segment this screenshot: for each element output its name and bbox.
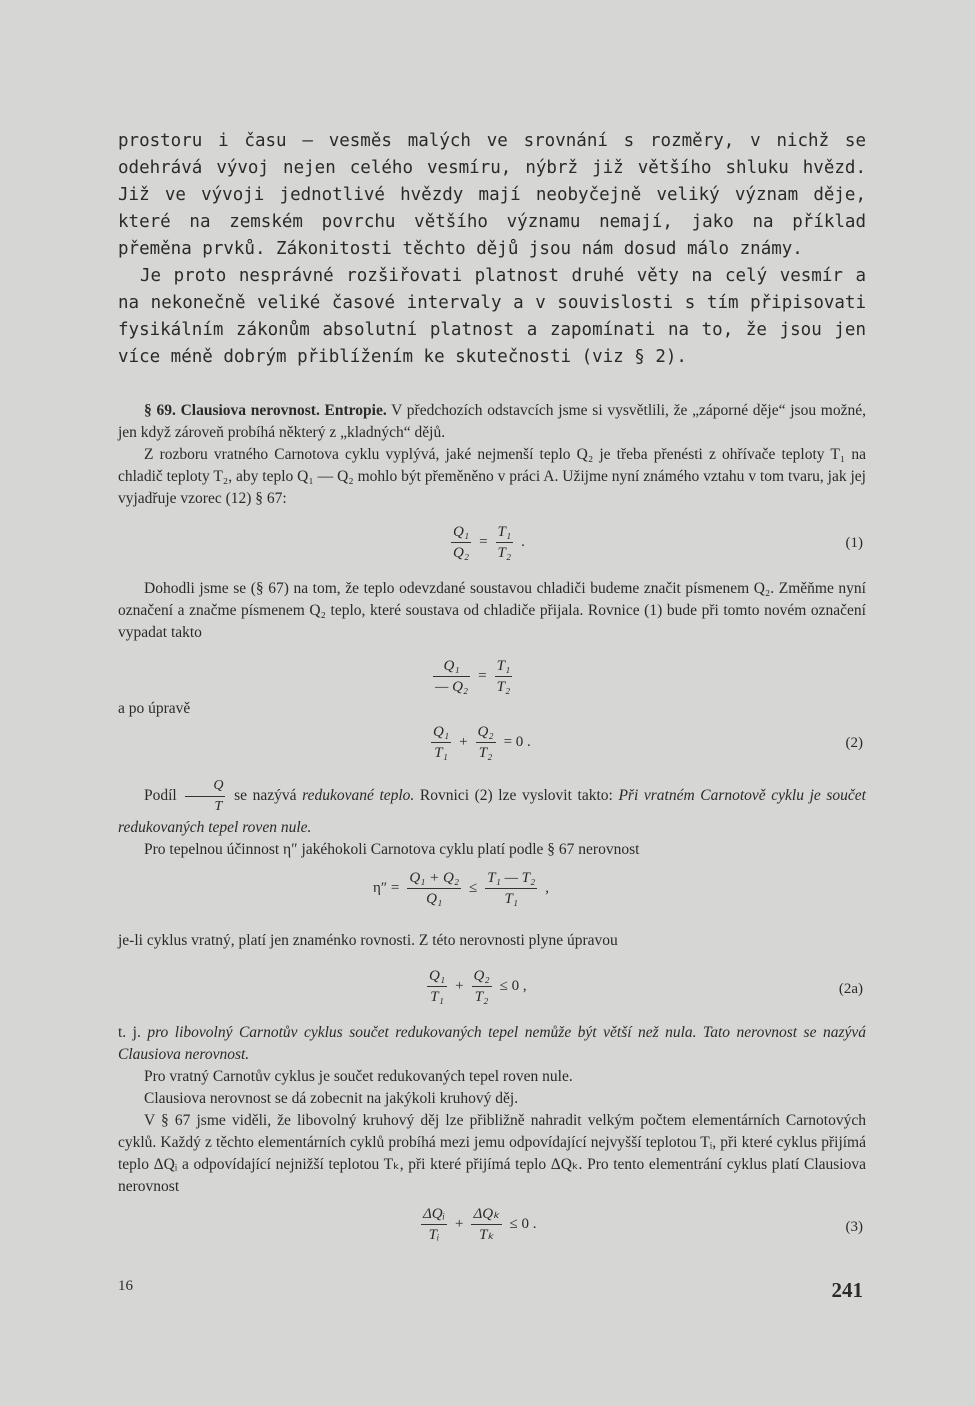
equation-2: $\frac{\text{Q₁}}{\text{T₁}}$ + $\frac{\text{Q₂}}{\text{T₂}}$ = 0 . [433, 724, 531, 761]
section-heading: § 69. Clausiova nerovnost. Entropie. [144, 402, 387, 419]
equation-1b: $\frac{\text{Q₁}}{\text{— Q₂}}$ = $\frac{\text{T₁}}{\text{T₂}}$ [435, 658, 511, 695]
fraction: $\frac{\text{Q₁}}{\text{T₁}}$ [429, 968, 446, 1005]
paragraph-1: prostoru i času — vesměs malých ve srovnání s rozměry, v nichž se odehrává vývoj nejen celého vesmíru, nýbrž již většího shluku hvězd. Již ve vývoji jednotlivé hvězdy mají neobyčejně veliký význam děje, které na zemském povrchu většího významu nemají, jako na příklad přeměna prvků. Zákonitosti těchto dějů jsou nám dosud málo známy. [118, 131, 866, 259]
equation-eta: η″ = $\frac{\text{Q₁ + Q₂}}{\text{Q₁}}$ ≤ $\frac{\text{T₁ — T₂}}{\text{T₁}}$ , [373, 870, 549, 907]
page-number: 241 [831, 1278, 863, 1302]
body-text-top [118, 128, 866, 371]
paragraph-6: je-li cyklus vratný, platí jen znaménko rovnosti. Z této nerovnosti plyne úpravou [118, 932, 618, 949]
after-text: a po úpravě [118, 700, 191, 717]
fraction: $\frac{\text{ΔQᵢ}}{\text{Tᵢ}}$ [423, 1206, 446, 1243]
equation-number: (2) [845, 735, 863, 751]
equation-number: (1) [845, 535, 863, 551]
fraction: $\frac{\text{T₁}}{\text{T₂}}$ [496, 658, 511, 695]
podil-italic: Při vratném Carnotově cyklu je součet redukovaných tepel roven nule. [118, 787, 866, 836]
equation-3: $\frac{\text{ΔQᵢ}}{\text{Tᵢ}}$ + $\frac{\text{ΔQₖ}}{\text{Tₖ}}$ ≤ 0 . [423, 1206, 537, 1243]
fraction: $\frac{\text{Q₂}}{\text{T₂}}$ [477, 724, 494, 761]
fraction: $\frac{\text{ΔQₖ}}{\text{Tₖ}}$ [473, 1206, 500, 1243]
podil-fraction: $\frac{Q}{T}$ [185, 776, 225, 817]
after-text-block [118, 698, 866, 720]
paragraph-4-block [118, 578, 866, 644]
paragraph-8: Pro vratný Carnotův cyklus je součet redukovaných tepel roven nule. [144, 1068, 573, 1085]
paragraph-2: Je proto nesprávné rozšiřovati platnost druhé věty na celý vesmír a na nekonečně veliké časové intervaly a v souvislosti s tím připisovati fysikálním zákonům absolutní platnost a zapomínati na to, že jsou jen více méně dobrým přiblížením ke skutečnosti (viz § 2). [118, 266, 866, 367]
paragraph-9: Clausiova nerovnost se dá zobecnit na jakýkoli kruhový děj. [144, 1090, 519, 1107]
paragraph-7: t. j. pro libovolný Carnotův cyklus součet redukovaných tepel nemůže být větší než nula. Tato nerovnost se nazývá Clausiova nerovnost. [118, 1024, 866, 1063]
paragraph-6-block [118, 930, 866, 952]
fraction: $\frac{\text{Q₁ + Q₂}}{\text{Q₁}}$ [409, 870, 460, 907]
podil-block [118, 776, 866, 861]
equation-1: $\frac{\text{Q₁}}{\text{Q₂}}$ = $\frac{\text{T₁}}{\text{T₂}}$ . [453, 524, 525, 561]
fraction: $\frac{\text{T₁ — T₂}}{\text{T₁}}$ [487, 870, 536, 907]
paragraph-4: Dohodli jsme se (§ 67) na tom, že teplo odevzdané soustavou chladiči budeme značit písmenem Q₂. Změňme nyní označení a značme písmenem Q₂ teplo, které soustava od chladiče přijala. Rovnice (1) bude při tomto novém označení vypadat takto [118, 580, 866, 641]
paragraph-10: V § 67 jsme viděli, že libovolný kruhový děj lze přibližně nahradit velkým počtem elementárních Carnotových cyklů. Každý z těchto elementárních cyklů probíhá mezi jemu odpovídající nejvyšší teplotou Tᵢ, při které cyklus přijímá teplo ΔQᵢ a odpovídající nejnižší teplotou Tₖ, při které přijímá teplo ΔQₖ. Pro tento elementrání cyklus platí Clausiova nerovnost [118, 1112, 866, 1195]
signature-mark: 16 [118, 1278, 133, 1294]
equation-2a: $\frac{\text{Q₁}}{\text{T₁}}$ + $\frac{\text{Q₂}}{\text{T₂}}$ ≤ 0 , [429, 968, 527, 1005]
fraction: $\frac{\text{Q₁}}{\text{Q₂}}$ [453, 524, 470, 561]
fraction: $\frac{\text{Q₁}}{\text{T₁}}$ [433, 724, 450, 761]
paragraph-5: Pro tepelnou účinnost η″ jakéhokoli Carnotova cyklu platí podle § 67 nerovnost [144, 841, 640, 858]
section-69 [118, 400, 866, 510]
fraction: $\frac{\text{Q₂}}{\text{T₂}}$ [473, 968, 490, 1005]
section-paragraph [118, 400, 866, 444]
fraction: $\frac{\text{T₁}}{\text{T₂}}$ [497, 524, 512, 561]
equation-number: (2a) [838, 981, 863, 997]
fraction: $\frac{\text{Q₁}}{\text{— Q₂}}$ [435, 658, 469, 695]
lower-text [118, 1022, 866, 1198]
clausius-statement: pro libovolný Carnotův cyklus součet redukovaných tepel nemůže být větší než nula. Tato nerovnost se nazývá Clausiova nerovnost. [118, 1024, 866, 1063]
equation-number: (3) [845, 1219, 863, 1235]
podil-paragraph: Podíl $\frac{Q}{T}$ se nazývá redukované teplo. Rovnici (2) lze vyslovit takto: Při vratném Carnotově cyklu je součet redukovaných tepel roven nule. [118, 778, 866, 836]
paragraph-3: Z rozboru vratného Carnotova cyklu vyplývá, jaké nejmenší teplo Q₂ je třeba přenésti z ohřívače teploty T₁ na chladič teploty T₂, aby teplo Q₁ — Q₂ mohlo být přeměněno v práci A. Užijme nyní známého vztahu v tom tvaru, jak jej vyjadřuje vzorec (12) § 67: [118, 446, 866, 507]
section-intro-text: V předchozích odstavcích jsme si vysvětlili, že „záporné děje“ jsou možné, jen když zároveň probíhá některý z „kladných“ dějů. [118, 402, 866, 441]
reduced-heat-term: redukované teplo. [302, 787, 415, 805]
